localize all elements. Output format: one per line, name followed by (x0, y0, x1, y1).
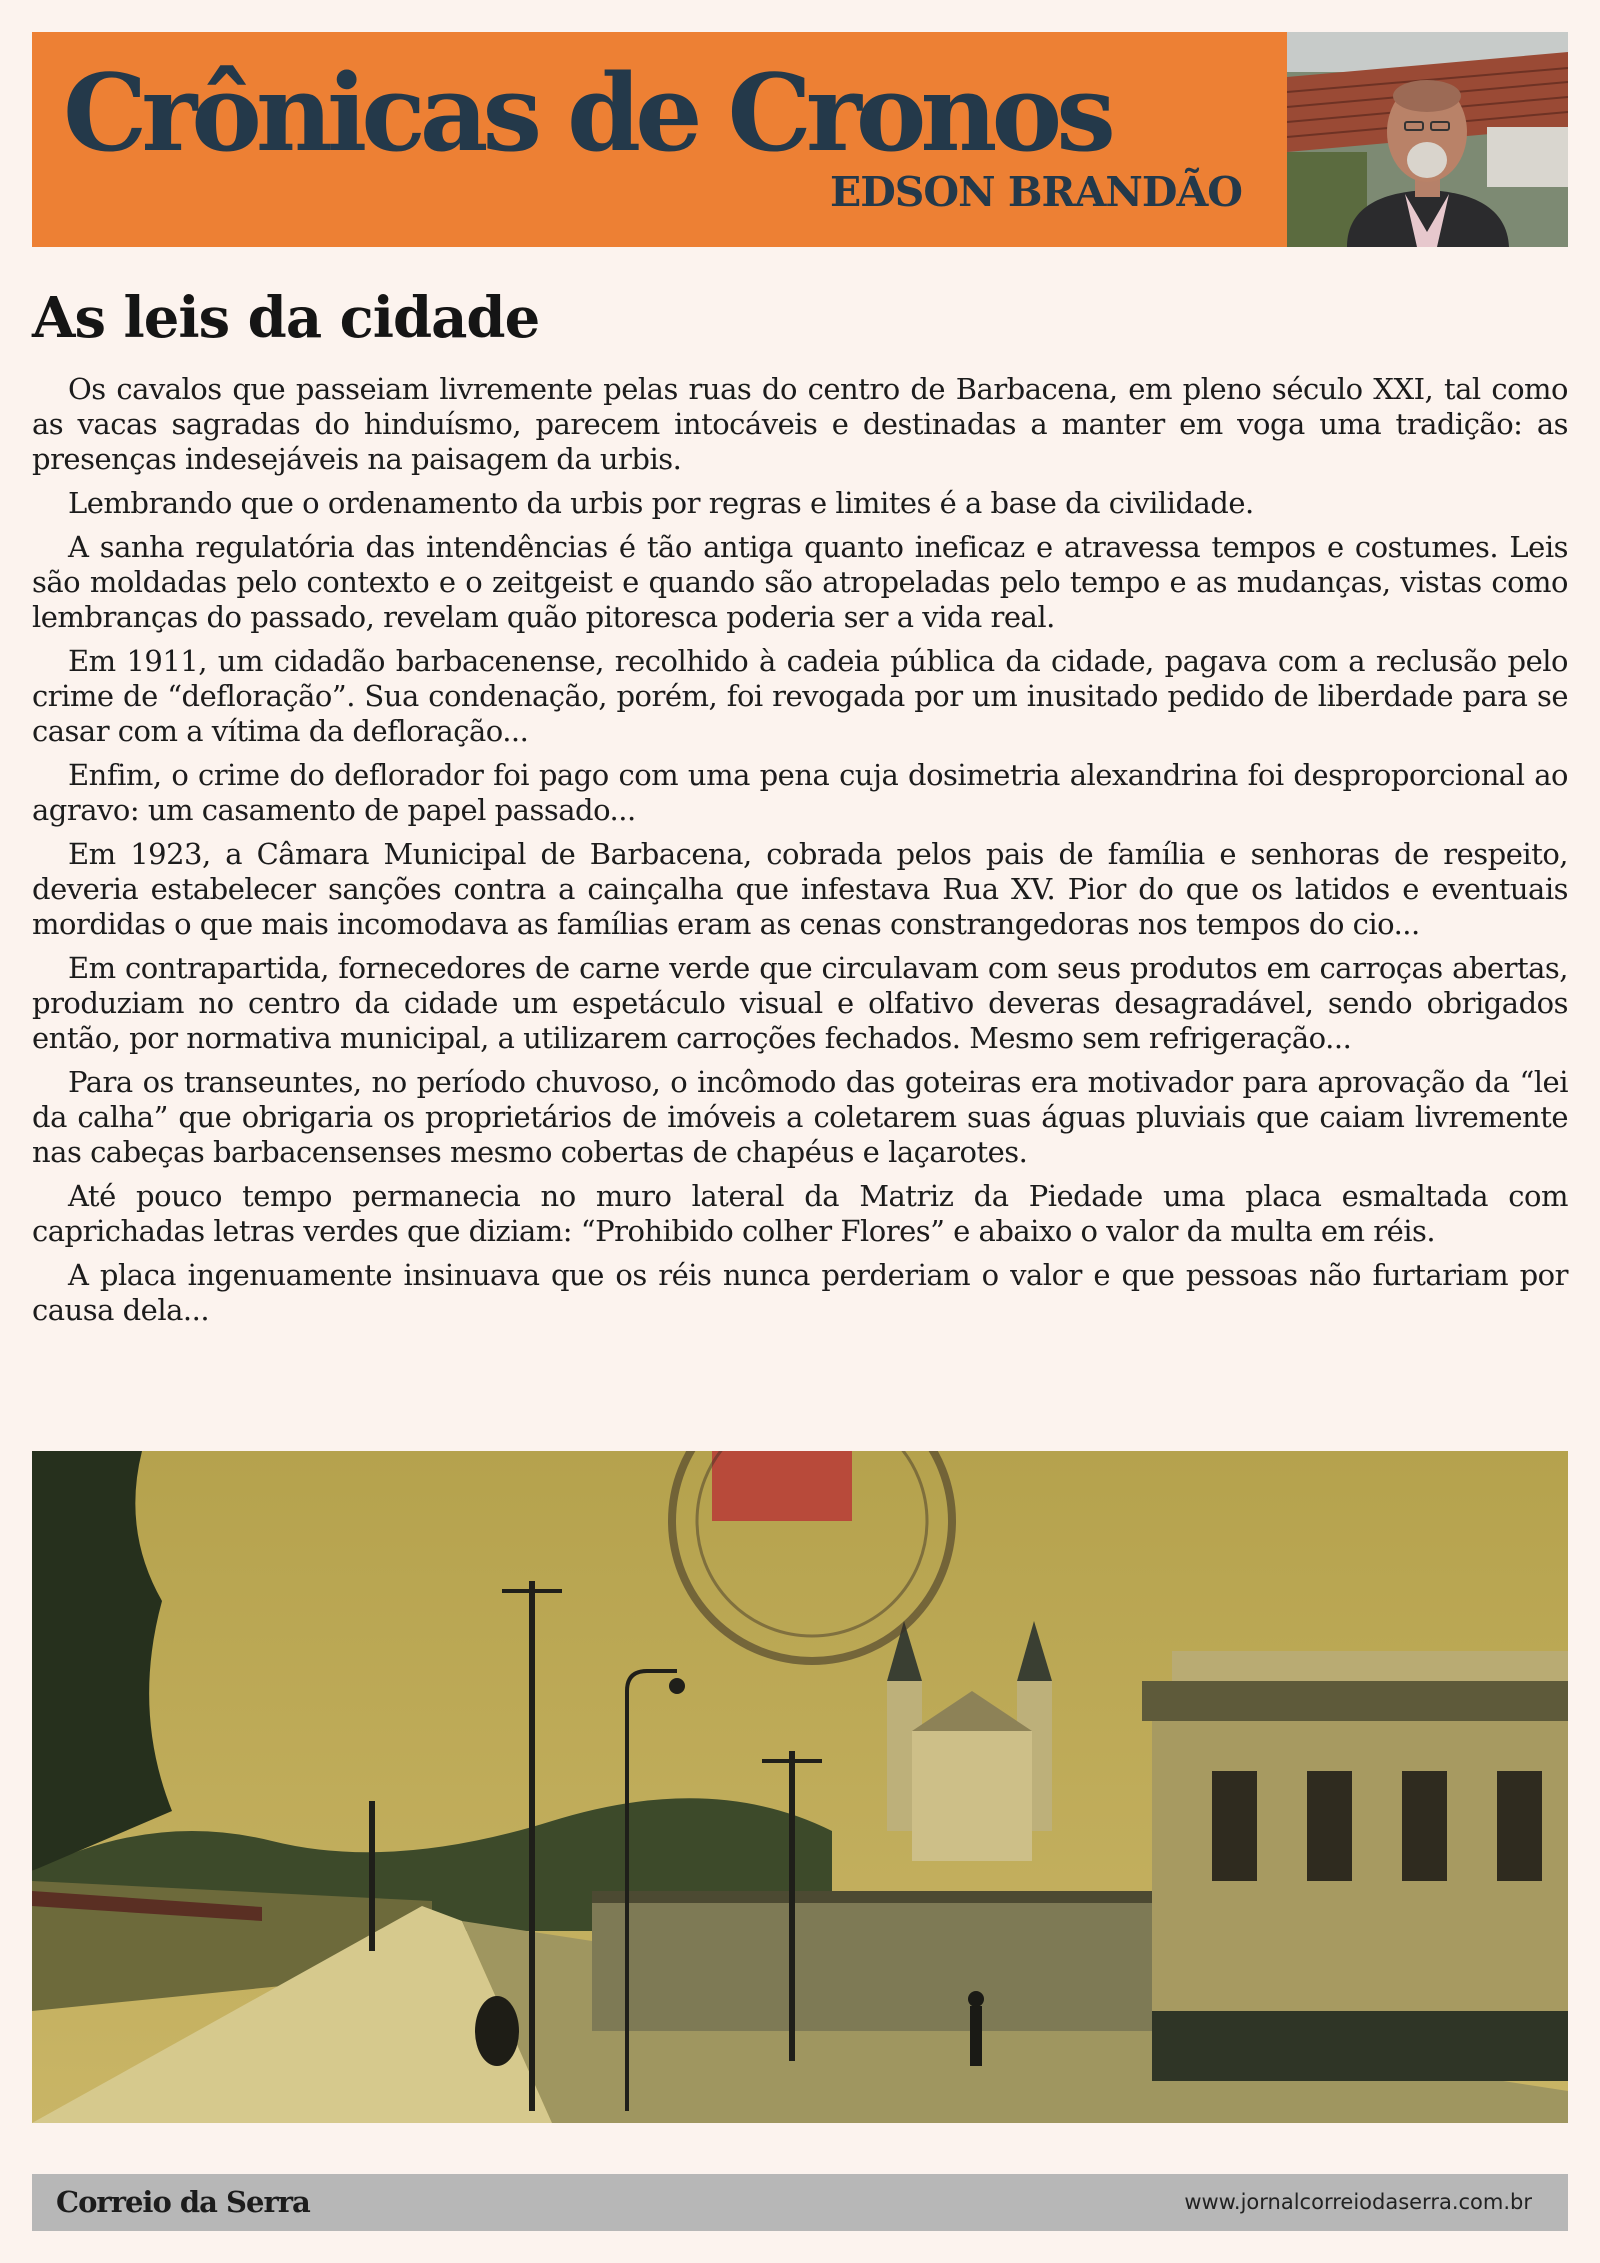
article-paragraph: Em contrapartida, fornecedores de carne verde que circulavam com seus produtos em carroças abertas, produziam no centro da cidade um espetáculo visual e olfativo deveras desagradável, sendo obrigados então, por normativa municipal, a utilizarem carroções fechados. Mesmo sem refrigeração... (32, 951, 1568, 1055)
footer-bar (32, 2174, 1568, 2231)
historic-street-photo (32, 1451, 1568, 2123)
author-name: EDSON BRANDÃO (830, 168, 1242, 216)
article-body (32, 372, 1568, 1337)
website-url[interactable]: www.jornalcorreiodaserra.com.br (1184, 2190, 1532, 2214)
article-title: As leis da cidade (32, 285, 540, 351)
article-paragraph: Até pouco tempo permanecia no muro lateral da Matriz da Piedade uma placa esmaltada com caprichadas letras verdes que diziam: “Prohibido colher Flores” e abaixo o valor da multa em réis. (32, 1179, 1568, 1248)
article-paragraph: Em 1911, um cidadão barbacenense, recolhido à cadeia pública da cidade, pagava com a reclusão pelo crime de “defloração”. Sua condenação, porém, foi revogada por um inusitado pedido de liberdade para se casar com a vítima da defloração... (32, 644, 1568, 748)
article-paragraph: Em 1923, a Câmara Municipal de Barbacena, cobrada pelos pais de família e senhoras de respeito, deveria estabelecer sanções contra a cainçalha que infestava Rua XV. Pior do que os latidos e eventuais mordidas o que mais incomodava as famílias eram as cenas constrangedoras nos tempos do cio... (32, 837, 1568, 941)
author-portrait (1287, 32, 1568, 247)
article-paragraph: Enfim, o crime do deflorador foi pago com uma pena cuja dosimetria alexandrina foi desproporcional ao agravo: um casamento de papel passado... (32, 758, 1568, 827)
article-paragraph: Para os transeuntes, no período chuvoso, o incômodo das goteiras era motivador para aprovação da “lei da calha” que obrigaria os proprietários de imóveis a coletarem suas águas pluviais que caiam livremente nas cabeças barbacensenses mesmo cobertas de chapéus e laçarotes. (32, 1065, 1568, 1169)
article-paragraph: Lembrando que o ordenamento da urbis por regras e limites é a base da civilidade. (68, 486, 1254, 520)
column-title: Crônicas de Cronos (63, 50, 1110, 175)
article-paragraph: A sanha regulatória das intendências é tão antiga quanto ineficaz e atravessa tempos e costumes. Leis são moldadas pelo contexto e o zeitgeist e quando são atropeladas pelo tempo e as mudanças, vistas como lembranças do passado, revelam quão pitoresca poderia ser a vida real. (32, 530, 1568, 634)
article-paragraph: Os cavalos que passeiam livremente pelas ruas do centro de Barbacena, em pleno século XXI, tal como as vacas sagradas do hinduísmo, parecem intocáveis e destinadas a manter em voga uma tradição: as presenças indesejáveis na paisagem da urbis. (32, 372, 1568, 476)
article-paragraph: A placa ingenuamente insinuava que os réis nunca perderiam o valor e que pessoas não furtariam por causa dela... (32, 1258, 1568, 1327)
newspaper-logo: Correio da Serra (56, 2185, 310, 2219)
